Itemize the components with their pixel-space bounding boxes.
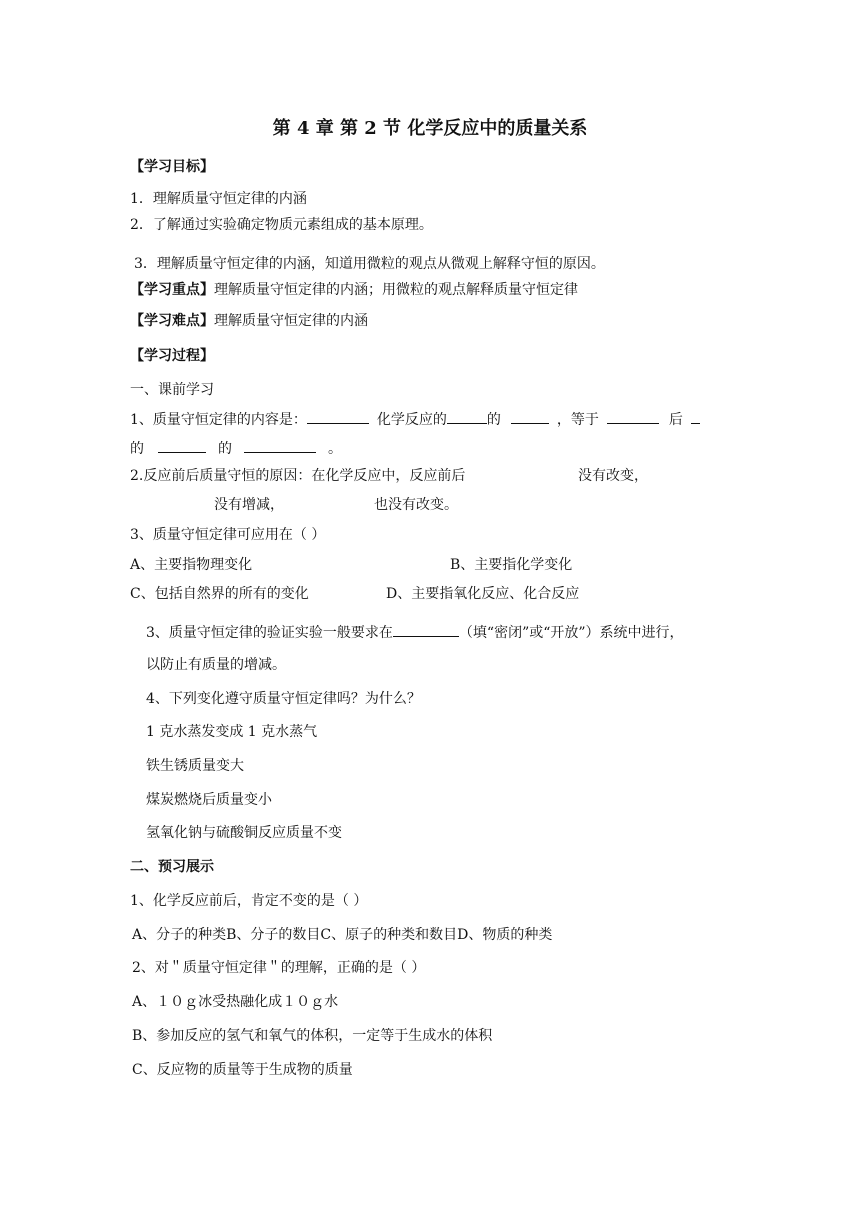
pre-q1-text-c: 的	[486, 412, 501, 428]
pre-q4-item-3: 煤炭燃烧后质量变小	[146, 792, 272, 808]
pre-q1-text-d: ，等于	[556, 412, 599, 428]
pre-study-heading: 一、课前学习	[130, 382, 214, 398]
pre-q1-text-b: 化学反应的	[376, 412, 447, 428]
pre-q4-item-1: 1 克水蒸发变成 1 克水蒸气	[146, 724, 318, 740]
key-point-line	[130, 280, 578, 300]
answer-blank[interactable]	[158, 437, 206, 453]
pre-q1-text-e: 后	[668, 412, 683, 428]
preview-q1-options: A、分子的种类B、分子的数目C、原子的种类和数目D、物质的种类	[132, 927, 553, 943]
pre-q3-option-a[interactable]: A、主要指物理变化	[130, 557, 253, 573]
objective-item-3: 3．理解质量守恒定律的内涵，知道用微粒的观点从微观上解释守恒的原因。	[134, 256, 605, 272]
key-point-label: 【学习重点】	[130, 282, 214, 298]
pre-q2-part-c: 没有增减，	[214, 497, 284, 513]
pre-q2-line1: 2.反应前后质量守恒的原因：在化学反应中，反应前后	[130, 468, 466, 484]
objectives-heading: 【学习目标】	[130, 159, 214, 175]
pre-q3b-line2: 以防止有质量的增减。	[146, 657, 286, 673]
answer-blank[interactable]	[691, 408, 700, 424]
answer-blank[interactable]	[511, 408, 549, 424]
preview-q2-option-b[interactable]: B、参加反应的氢气和氧气的体积，一定等于生成水的体积	[132, 1028, 493, 1044]
answer-blank[interactable]	[447, 408, 487, 424]
answer-blank[interactable]	[307, 408, 369, 424]
pre-q4-item-2: 铁生锈质量变大	[146, 758, 244, 774]
pre-q3-option-c[interactable]: C、包括自然界的所有的变化	[130, 586, 309, 602]
pre-q1-text-g: 的	[218, 441, 232, 457]
objective-item-1: 1．理解质量守恒定律的内涵	[130, 191, 307, 207]
pre-q3-option-b[interactable]: B、主要指化学变化	[450, 557, 573, 573]
pre-q3b-text-a: 3、质量守恒定律的验证实验一般要求在	[146, 625, 393, 641]
preview-q2-option-a[interactable]: A、１０ｇ冰受热融化成１０ｇ水	[132, 994, 339, 1010]
preview-q2-stem: 2、对＂质量守恒定律＂的理解，正确的是（ ）	[132, 960, 426, 976]
process-heading: 【学习过程】	[130, 348, 214, 364]
pre-q3-stem: 3、质量守恒定律可应用在（ ）	[130, 527, 326, 543]
difficulty-label: 【学习难点】	[130, 313, 214, 329]
pre-q2-part-b: 没有改变，	[578, 468, 648, 484]
pre-q1-text-h: 。	[328, 441, 342, 457]
pre-q3b-text-b: （填“密闭”或“开放”）系统中进行，	[458, 625, 684, 641]
pre-q2-part-d: 也没有改变。	[374, 497, 458, 513]
difficulty-text: 理解质量守恒定律的内涵	[214, 313, 368, 329]
pre-q3b-line1	[146, 621, 684, 643]
pre-q1-line2	[130, 437, 342, 459]
pre-q1-text-a: 1、质量守恒定律的内容是：	[130, 412, 307, 428]
pre-q1-line1	[130, 408, 700, 430]
page-title: 第 4 章 第 2 节 化学反应中的质量关系	[272, 118, 588, 139]
objective-item-2: 2．了解通过实验确定物质元素组成的基本原理。	[130, 217, 433, 233]
preview-q1-stem: 1、化学反应前后，肯定不变的是（ ）	[130, 893, 368, 909]
pre-q4-stem: 4、下列变化遵守质量守恒定律吗？为什么？	[146, 691, 421, 707]
preview-heading: 二、预习展示	[130, 859, 214, 875]
answer-blank[interactable]	[244, 437, 316, 453]
difficulty-line	[130, 311, 368, 331]
pre-q3-option-d[interactable]: D、主要指氧化反应、化合反应	[386, 586, 580, 602]
answer-blank[interactable]	[607, 408, 659, 424]
key-point-text: 理解质量守恒定律的内涵；用微粒的观点解释质量守恒定律	[214, 282, 578, 298]
pre-q4-item-4: 氢氧化钠与硫酸铜反应质量不变	[146, 825, 342, 841]
pre-q1-text-f: 的	[130, 441, 144, 457]
preview-q2-option-c[interactable]: C、反应物的质量等于生成物的质量	[132, 1062, 353, 1078]
answer-blank[interactable]	[393, 621, 459, 637]
